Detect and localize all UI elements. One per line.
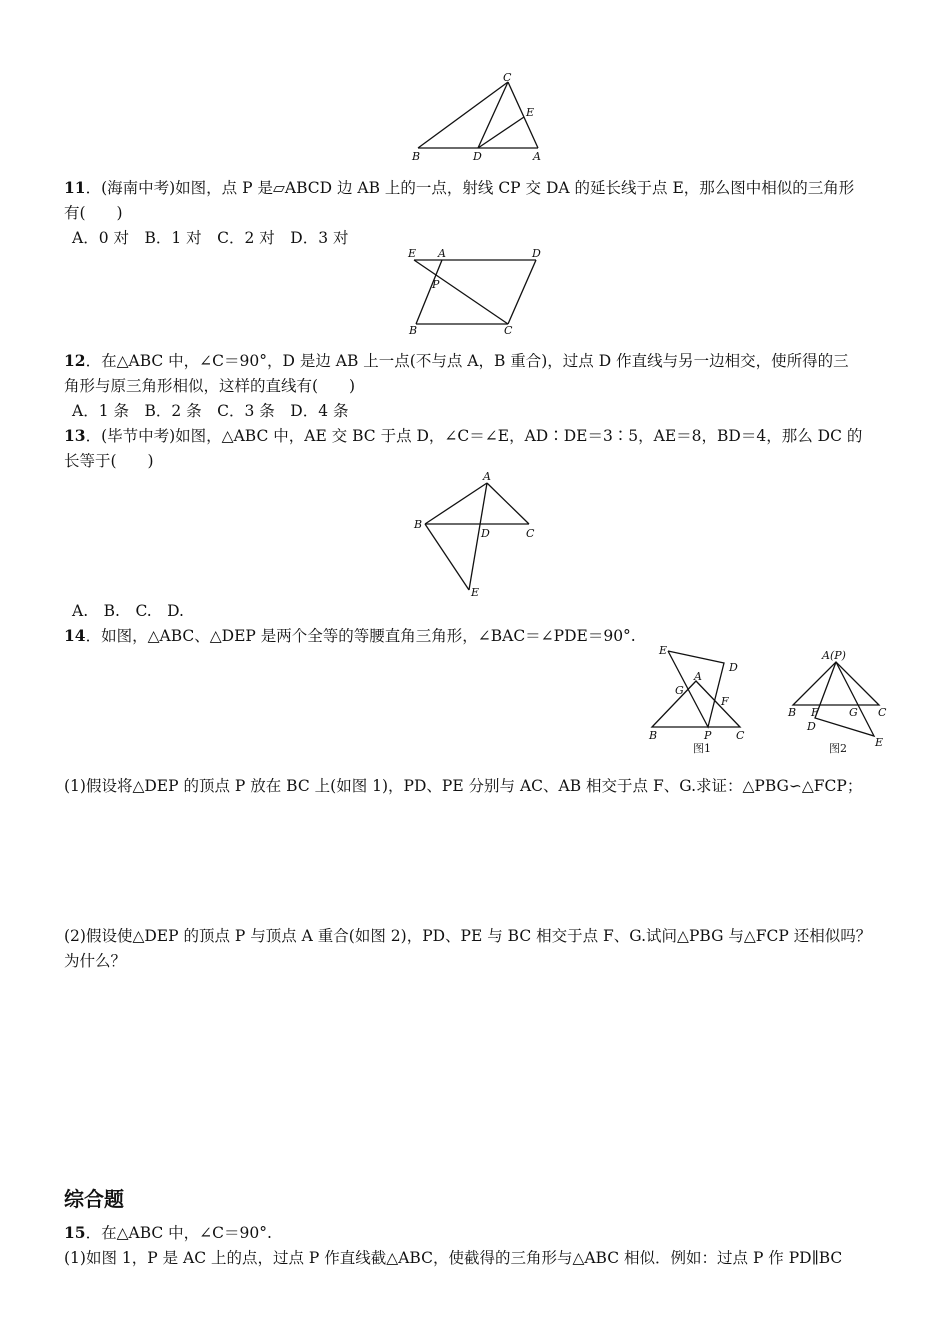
q14-number: 14: [64, 626, 86, 645]
fig10-label-d: D: [473, 150, 482, 163]
q11-line1: [64, 178, 854, 198]
fig14-2-caption: 图2: [829, 742, 847, 755]
q12-line2: 角形与原三角形相似，这样的直线有( ): [64, 377, 356, 395]
q11-line2: 有( ): [64, 204, 123, 222]
fig13-label-c: C: [526, 527, 535, 540]
fig11-label-d: D: [532, 247, 541, 260]
fig14-1-label-f: F: [721, 695, 729, 708]
fig14-2-label-c: C: [878, 706, 887, 719]
q15-text-1: ．在△ABC 中，∠C＝90°.: [85, 1224, 272, 1242]
q11-number: 11: [64, 178, 86, 197]
q11-options: A．0 对 B．1 对 C．2 对 D．3 对: [72, 229, 349, 247]
fig13-label-a: A: [483, 470, 491, 483]
fig10-label-b: B: [412, 150, 421, 163]
fig14-1-label-d: D: [729, 661, 738, 674]
figure-q10: [400, 70, 560, 165]
fig11-label-p: P: [432, 278, 440, 291]
fig10-label-c: C: [503, 71, 512, 84]
q12-number: 12: [64, 351, 86, 370]
figure-q13: [405, 468, 555, 603]
q12-options: A．1 条 B．2 条 C．3 条 D．4 条: [72, 402, 349, 420]
fig14-1-label-p: P: [704, 729, 712, 742]
fig11-label-b: B: [409, 324, 418, 337]
q13-number: 13: [64, 426, 86, 445]
fig14-1-label-e: E: [659, 644, 668, 657]
q13-text-1: ．(毕节中考)如图，△ABC 中，AE 交 BC 于点 D，∠C＝∠E，AD∶DE＝3∶5，AE＝8，BD＝4，那么 DC 的: [85, 427, 863, 445]
q14-text-1: ．如图，△ABC、△DEP 是两个全等的等腰直角三角形，∠BAC＝∠PDE＝90°.: [85, 627, 636, 645]
fig11-label-a: A: [438, 247, 446, 260]
fig11-label-e: E: [408, 247, 417, 260]
fig14-2-label-b: B: [788, 706, 797, 719]
figure-q14-2: [783, 645, 893, 760]
q14-line1: [64, 626, 636, 646]
q13-line2: 长等于( ): [64, 452, 154, 470]
q14-part2-line2: 为什么？: [64, 952, 127, 970]
q12-line1: [64, 351, 849, 371]
fig13-label-e: E: [471, 586, 480, 599]
q13-options: A. B. C. D.: [72, 602, 184, 620]
fig10-label-e: E: [526, 106, 535, 119]
fig14-2-label-e: E: [875, 736, 884, 749]
q14-part1: (1)假设将△DEP 的顶点 P 放在 BC 上(如图 1)，PD、PE 分别与 AC、AB 相交于点 F、G.求证：△PBG∽△FCP；: [64, 777, 863, 795]
section-title: 综合题: [64, 1187, 124, 1211]
q12-text-1: ．在△ABC 中，∠C＝90°，D 是边 AB 上一点(不与点 A，B 重合)，过点 D 作直线与另一边相交，使所得的三: [85, 352, 849, 370]
fig10-label-a: A: [533, 150, 541, 163]
figure-q14-1: [643, 643, 758, 758]
fig11-label-c: C: [504, 324, 513, 337]
q13-line1: [64, 426, 862, 446]
fig14-1-label-c: C: [736, 729, 745, 742]
fig14-2-label-d: D: [807, 720, 816, 733]
q15-line2: (1)如图 1，P 是 AC 上的点，过点 P 作直线截△ABC，使截得的三角形与△ABC 相似．例如：过点 P 作 PD∥BC: [64, 1249, 843, 1267]
fig14-1-label-g: G: [675, 684, 684, 697]
q15-line1: [64, 1223, 272, 1243]
fig13-label-b: B: [414, 518, 423, 531]
fig14-1-label-a: A: [694, 670, 702, 683]
fig14-2-label-ap: A(P): [822, 649, 846, 662]
figure-q11: [400, 244, 560, 339]
q14-part2-line1: (2)假设使△DEP 的顶点 P 与顶点 A 重合(如图 2)，PD、PE 与 BC 相交于点 F、G.试问△PBG 与△FCP 还相似吗？: [64, 927, 872, 945]
q11-text-1: ．(海南中考)如图，点 P 是▱ABCD 边 AB 上的一点，射线 CP 交 DA 的延长线于点 E，那么图中相似的三角形: [85, 179, 855, 197]
fig14-2-label-g: G: [849, 706, 858, 719]
fig13-label-d: D: [481, 527, 490, 540]
q15-number: 15: [64, 1223, 86, 1242]
fig14-1-caption: 图1: [693, 742, 711, 755]
fig14-2-label-f: F: [811, 706, 819, 719]
fig14-1-label-b: B: [649, 729, 658, 742]
